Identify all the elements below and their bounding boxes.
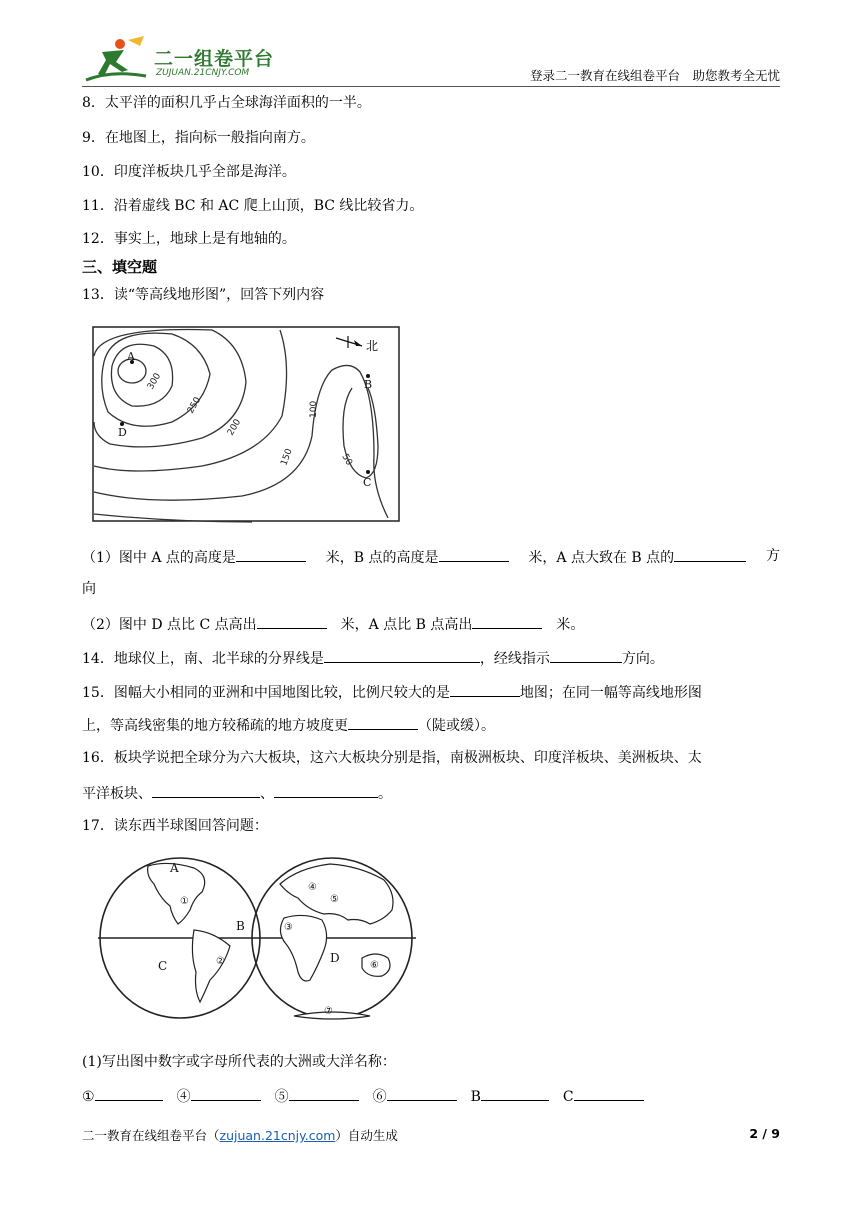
q15-text-1: 15．图幅大小相同的亚洲和中国地图比较，比例尺较大的是 — [82, 685, 450, 701]
page-header — [82, 36, 780, 86]
question-13-sub1 — [82, 546, 780, 568]
section-title: 三、填空题 — [82, 258, 158, 276]
map-label-c: C — [158, 959, 168, 973]
question-13-sub2 — [82, 613, 584, 635]
blank-answer-6[interactable] — [387, 1085, 457, 1101]
q15-blank-slope[interactable] — [348, 714, 418, 730]
answer-label-b: B — [470, 1089, 481, 1105]
svg-text:150: 150 — [279, 447, 295, 468]
q13-sub1-text-2: 米，B 点的高度是 — [325, 550, 439, 566]
question-17-sub1: (1)写出图中数字或字母所代表的大洲或大洋名称： — [82, 1054, 396, 1070]
map-label-5: ⑤ — [330, 894, 339, 905]
page-number: 2 / 9 — [749, 1126, 780, 1141]
question-15-line2 — [82, 714, 495, 736]
q14-blank-boundary[interactable] — [324, 647, 480, 663]
point-c-label: C — [363, 476, 372, 489]
q15-text-2: 地图；在同一幅等高线地形图 — [519, 685, 702, 701]
q16-text-2: 、 — [260, 786, 274, 802]
svg-text:250: 250 — [185, 395, 204, 416]
q13-sub1-continued: 向 — [82, 581, 96, 597]
svg-text:100: 100 — [309, 400, 319, 418]
q16-blank-plate-1[interactable] — [152, 782, 260, 798]
question-8: 8．太平洋的面积几乎占全球海洋面积的一半。 — [82, 95, 371, 111]
answer-label-6: ⑥ — [372, 1089, 387, 1105]
point-d-label: D — [118, 426, 127, 439]
q13-sub2-text-3: 米。 — [556, 617, 585, 633]
q15-text-3: 上，等高线密集的地方较稀疏的地方坡度更 — [82, 718, 348, 734]
map-label-2: ② — [216, 956, 225, 967]
map-label-1: ① — [180, 896, 189, 907]
map-label-3: ③ — [284, 922, 293, 933]
q13-blank-d-minus-c[interactable] — [257, 613, 327, 629]
question-13-stem: 13．读“等高线地形图”，回答下列内容 — [82, 287, 325, 303]
q13-sub1-text-3: 米，A 点大致在 B 点的 — [528, 550, 675, 566]
blank-answer-1[interactable] — [95, 1085, 163, 1101]
question-9: 9．在地图上，指向标一般指向南方。 — [82, 130, 315, 146]
blank-answer-b[interactable] — [481, 1085, 549, 1101]
page-footer — [82, 1126, 780, 1144]
map-label-4: ④ — [308, 882, 317, 893]
question-11: 11．沿着虚线 BC 和 AC 爬上山顶，BC 线比较省力。 — [82, 198, 424, 214]
q13-blank-a-height[interactable] — [236, 546, 306, 562]
answer-label-5: ⑤ — [274, 1089, 289, 1105]
blank-answer-4[interactable] — [191, 1085, 261, 1101]
answer-label-4: ④ — [176, 1089, 191, 1105]
map-label-7: ⑦ — [324, 1006, 333, 1017]
q16-blank-plate-2[interactable] — [274, 782, 378, 798]
map-label-6: ⑥ — [370, 960, 379, 971]
footer-link[interactable]: zujuan.21cnjy.com — [219, 1128, 336, 1143]
question-17-answers — [82, 1085, 644, 1107]
map-label-d: D — [330, 951, 340, 965]
svg-text:300: 300 — [145, 371, 164, 392]
q13-blank-b-height[interactable] — [439, 546, 509, 562]
question-12: 12．事实上，地球上是有地轴的。 — [82, 231, 296, 247]
question-16-line1: 16．板块学说把全球分为六大板块，这六大板块分别是指，南极洲板块、印度洋板块、美洲板块、太 — [82, 750, 702, 766]
question-10: 10．印度洋板块几乎全部是海洋。 — [82, 164, 296, 180]
hemispheres-map — [98, 854, 416, 1024]
map-label-a: A — [170, 861, 179, 875]
contour-map — [92, 326, 402, 524]
question-15-line1 — [82, 681, 702, 703]
q13-sub1-text-4: 方 — [766, 548, 780, 564]
svg-text:50: 50 — [339, 452, 354, 468]
q15-text-4: （陡或缓）。 — [418, 718, 495, 734]
question-14 — [82, 647, 664, 669]
q14-blank-direction[interactable] — [550, 647, 622, 663]
blank-answer-5[interactable] — [289, 1085, 359, 1101]
q13-sub2-text-1: （2）图中 D 点比 C 点高出 — [82, 617, 257, 633]
q16-text-3: 。 — [378, 786, 392, 802]
north-label: 北 — [366, 339, 379, 353]
q15-blank-larger-scale[interactable] — [450, 681, 520, 697]
map-label-b: B — [236, 919, 245, 933]
q13-blank-a-minus-b[interactable] — [472, 613, 542, 629]
q14-text-3: 方向。 — [621, 651, 664, 667]
q13-blank-direction[interactable] — [674, 546, 746, 562]
answer-label-c: C — [562, 1089, 574, 1105]
q14-text-1: 14．地球仪上，南、北半球的分界线是 — [82, 651, 324, 667]
point-b-label: B — [364, 378, 373, 391]
header-divider — [82, 86, 780, 87]
point-a-label: A — [127, 350, 135, 363]
question-17-stem: 17．读东西半球图回答问题： — [82, 818, 268, 834]
header-slogan: 登录二一教育在线组卷平台 助您教考全无忧 — [529, 68, 780, 83]
logo-subtitle: ZUJUAN.21CNJY.COM — [156, 68, 250, 78]
footer-right-text: ）自动生成 — [335, 1128, 398, 1143]
question-16-line2 — [82, 782, 392, 804]
q14-text-2: ，经线指示 — [479, 651, 550, 667]
answer-label-1: ① — [82, 1089, 95, 1105]
q16-text-1: 平洋板块、 — [82, 786, 152, 802]
runner-logo-icon — [82, 36, 152, 84]
q13-sub1-text-1: （1）图中 A 点的高度是 — [82, 550, 236, 566]
footer-left-text: 二一教育在线组卷平台（ — [82, 1128, 220, 1143]
blank-answer-c[interactable] — [574, 1085, 644, 1101]
svg-text:200: 200 — [225, 417, 244, 438]
q13-sub2-text-2: 米，A 点比 B 点高出 — [340, 617, 473, 633]
logo-title: 二一组卷平台 — [154, 48, 275, 70]
platform-logo[interactable] — [82, 36, 282, 84]
